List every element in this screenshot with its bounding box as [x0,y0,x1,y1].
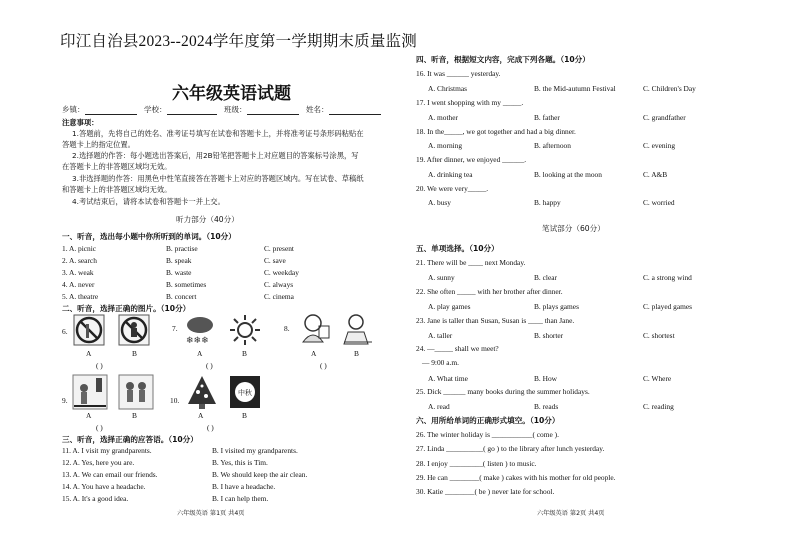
fill-in-question[interactable]: 27. Linda __________( go ) to the library after lunch yesterday. [416,444,605,453]
question-text: 21. There will be ____ next Monday. [416,258,526,267]
option-c[interactable]: C. reading [643,402,674,411]
option-c[interactable]: C. played games [643,302,693,311]
question-text: 18. In the_____, we got together and had a big dinner. [416,127,576,136]
right-page [397,0,794,550]
option-a[interactable]: A. sunny [428,273,455,282]
option-a[interactable]: A. Christmas [428,84,468,93]
option-c[interactable]: C. Where [643,374,672,383]
note-line: 1.答题前，先将自己的姓名、准考证号填写在试卷和答题卡上，并将准考证号条形码粘贴在 [72,129,364,138]
snowy-weather-icon[interactable] [183,313,217,347]
option-b[interactable]: B. clear [534,273,557,282]
question-6-number: 6. [62,327,68,336]
option-label-b: B [132,349,137,358]
option-c[interactable]: C. save [264,256,286,265]
answer-paren[interactable]: ( ) [206,361,213,370]
option-a[interactable]: 3. A. weak [62,268,94,277]
option-b[interactable]: B. I can help them. [212,494,269,503]
sick-boy-icon[interactable] [297,312,333,346]
notes-heading: 注意事项： [62,118,99,127]
exam-subtitle: 六年级英语试题 [172,84,291,104]
section-3-heading: 三、听音，选择正确的应答语。（10分） [62,435,198,444]
question-text: 16. It was ______ yesterday. [416,69,501,78]
option-c[interactable]: C. evening [643,141,676,150]
option-c[interactable]: C. A&B [643,170,668,179]
info-row [62,104,381,115]
option-b[interactable]: B. Yes, this is Tim. [212,458,268,467]
option-label-a: A [86,411,92,420]
option-label-a: A [198,411,204,420]
info-school-label: 学校： [144,105,167,114]
exam-title: 印江自治县2023--2024学年度第一学期期末质量监测 [60,33,417,50]
answer-paren[interactable]: ( ) [207,423,214,432]
question-text: 20. We were very_____. [416,184,489,193]
option-a[interactable]: 15. A. It's a good idea. [62,494,129,503]
answer-paren[interactable]: ( ) [320,361,327,370]
option-label-b: B [354,349,359,358]
christmas-tree-picture[interactable] [184,374,220,410]
option-a[interactable]: 12. A. Yes, here you are. [62,458,135,467]
option-b[interactable]: B. How [534,374,557,383]
option-b[interactable]: B. concert [166,292,197,301]
option-b[interactable]: B. looking at the moon [534,170,602,179]
answer-paren[interactable]: ( ) [96,361,103,370]
option-label-b: B [132,411,137,420]
option-c[interactable]: C. weekday [264,268,299,277]
section-4-heading: 四、听音，根据短文内容，完成下列各题。（10分） [416,55,590,64]
question-text: 23. Jane is taller than Susan, Susan is ____ than Jane. [416,316,575,325]
no-littering-sign-icon[interactable] [118,314,150,346]
option-a[interactable]: 5. A. theatre [62,292,99,301]
note-line: 2.选择题的作答：每小题选出答案后，用2B铅笔把答题卡上对应题目的答案标号涂黑，写 [72,151,359,160]
option-label-b: B [242,349,247,358]
svg-text:❄❄❄: ❄❄❄ [186,335,209,345]
option-b[interactable]: B. We should keep the air clean. [212,470,308,479]
option-c[interactable]: C. present [264,244,294,253]
page-footer: 六年级英语 第1页 共4页 [177,510,245,517]
option-c[interactable]: C. a strong wind [643,273,692,282]
option-a[interactable]: A. morning [428,141,463,150]
question-7-number: 7. [172,324,178,333]
children-walking-picture[interactable] [118,374,154,410]
option-b[interactable]: B. I visited my grandparents. [212,446,298,455]
option-label-a: A [86,349,92,358]
question-text: 22. She often _____ with her brother after dinner. [416,287,563,296]
written-heading: 笔试部分（60分） [542,224,605,233]
question-text: 17. I went shopping with my _____. [416,98,524,107]
option-a[interactable]: A. read [428,402,450,411]
section-1-heading: 一、听音，选出每小题中你所听到的单词。（10分） [62,232,236,241]
option-a[interactable]: A. drinking tea [428,170,473,179]
option-c[interactable]: C. shortest [643,331,675,340]
option-c[interactable]: C. cinema [264,292,294,301]
option-a[interactable]: 11. A. I visit my grandparents. [62,446,152,455]
option-c[interactable]: C. worried [643,198,675,207]
option-b[interactable]: B. I have a headache. [212,482,276,491]
option-b[interactable]: B. speak [166,256,192,265]
option-b[interactable]: B. sometimes [166,280,207,289]
question-9-number: 9. [62,396,68,405]
option-a[interactable]: 2. A. search [62,256,97,265]
option-a[interactable]: 13. A. We can email our friends. [62,470,158,479]
fill-in-question[interactable]: 29. He can ________( make ) cakes with his mother for old people. [416,473,616,482]
info-class-label: 班级： [224,105,247,114]
fill-in-question[interactable]: 28. I enjoy _________( listen ) to music. [416,459,537,468]
option-b[interactable]: B. happy [534,198,561,207]
sunny-weather-icon[interactable] [228,313,262,347]
option-c[interactable]: C. grandfather [643,113,686,122]
option-b[interactable]: B. father [534,113,560,122]
note-line: 3.非选择题的作答：用黑色中性笔直接答在答题卡上对应的答题区域内。写在试卷、草稿纸 [72,174,364,183]
note-line: 在答题卡上的非答题区域均无效。 [62,162,172,171]
option-b[interactable]: B. afternoon [534,141,571,150]
note-line: 4.考试结束后，请将本试卷和答题卡一并上交。 [72,197,225,206]
option-b[interactable]: B. the Mid-autumn Festival [534,84,616,93]
option-a[interactable]: A. What time [428,374,468,383]
answer-paren[interactable]: ( ) [96,423,103,432]
option-label-b: B [242,411,247,420]
option-a[interactable]: 14. A. You have a headache. [62,482,146,491]
note-line: 答题卡上的指定位置。 [62,140,135,149]
option-a[interactable]: A. taller [428,331,453,340]
section-2-heading: 二、听音，选择正确的图片。（10分） [62,304,191,313]
fill-in-question[interactable]: 26. The winter holiday is ___________( come ). [416,430,559,439]
fill-in-question[interactable]: 30. Katie ________( be ) never late for school. [416,487,555,496]
question-reply: — 9:00 a.m. [422,358,459,367]
info-school-blank[interactable] [167,106,217,115]
option-c[interactable]: C. Children's Day [643,84,696,93]
question-8-number: 8. [284,324,290,333]
option-label-a: A [197,349,203,358]
note-line: 和答题卡上的非答题区域均无效。 [62,185,172,194]
section-6-heading: 六、用所给单词的正确形式填空。（10分） [416,416,560,425]
info-name-label: 姓名： [306,105,329,114]
question-text: 24. —_____ shall we meet? [416,344,499,353]
crossing-street-picture[interactable] [72,374,108,410]
question-text: 19. After dinner, we enjoyed ______. [416,155,527,164]
mooncake-festival-picture[interactable] [228,374,262,410]
option-a[interactable]: 1. A. picnic [62,244,97,253]
page-footer: 六年级英语 第2页 共4页 [537,510,605,517]
question-text: 25. Dick ______ many books during the summer holidays. [416,387,590,396]
option-b[interactable]: B. reads [534,402,559,411]
info-name-blank[interactable] [329,106,381,115]
info-town-blank[interactable] [85,106,137,115]
option-label-a: A [311,349,317,358]
boy-doing-homework-icon[interactable] [340,312,376,346]
option-a[interactable]: A. busy [428,198,451,207]
listening-heading: 听力部分（40分） [176,215,239,224]
option-b[interactable]: B. waste [166,268,192,277]
option-c[interactable]: C. always [264,280,294,289]
option-b[interactable]: B. practise [166,244,198,253]
option-b[interactable]: B. shorter [534,331,564,340]
info-class-blank[interactable] [247,106,299,115]
option-a[interactable]: A. mother [428,113,458,122]
info-town-label: 乡镇： [62,105,85,114]
no-smoking-sign-icon[interactable] [73,314,105,346]
option-b[interactable]: B. plays games [534,302,579,311]
option-a[interactable]: 4. A. never [62,280,95,289]
section-5-heading: 五、单项选择。（10分） [416,244,499,253]
svg-text:中秋: 中秋 [238,389,252,397]
option-a[interactable]: A. play games [428,302,471,311]
question-10-number: 10. [170,396,180,405]
